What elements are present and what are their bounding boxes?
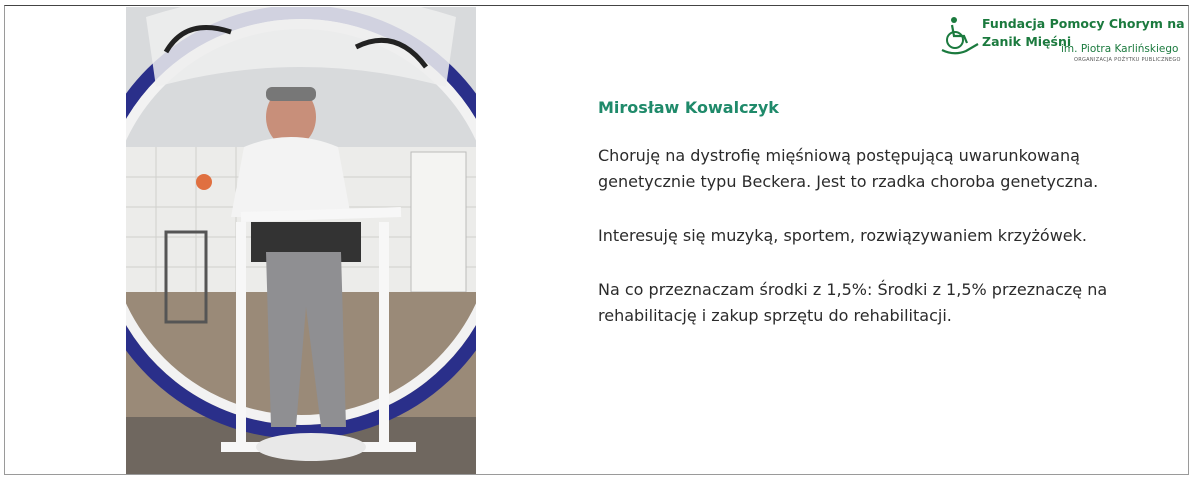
rehabilitation-photo-illustration — [126, 7, 476, 474]
logo-title-line2: Zanik Mięśni — [982, 34, 1072, 49]
profile-text — [598, 98, 1158, 357]
profile-paragraph-funding: Na co przeznaczam środki z 1,5%: Środki z 1,5% przeznaczę na rehabilitację i zakup sprzętu do rehabilitacji. — [598, 280, 1108, 325]
logo-title-line1: Fundacja Pomocy Chorym na — [982, 16, 1185, 31]
profile-paragraph-condition: Choruję na dystrofię mięśniową postępującą uwarunkowaną genetycznie typu Beckera. Jest to rzadka choroba genetyczna. — [598, 146, 1099, 191]
profile-photo — [126, 7, 476, 474]
wheelchair-hand-icon — [940, 16, 980, 56]
logo-patron-name: im. Piotra Karlińskiego — [1061, 43, 1179, 55]
profile-paragraph-interests: Interesuję się muzyką, sportem, rozwiązywaniem krzyżówek. — [598, 226, 1087, 245]
foundation-logo — [940, 14, 1185, 70]
person-name: Mirosław Kowalczyk — [598, 98, 779, 117]
logo-org-status: ORGANIZACJA POŻYTKU PUBLICZNEGO — [1074, 57, 1181, 63]
